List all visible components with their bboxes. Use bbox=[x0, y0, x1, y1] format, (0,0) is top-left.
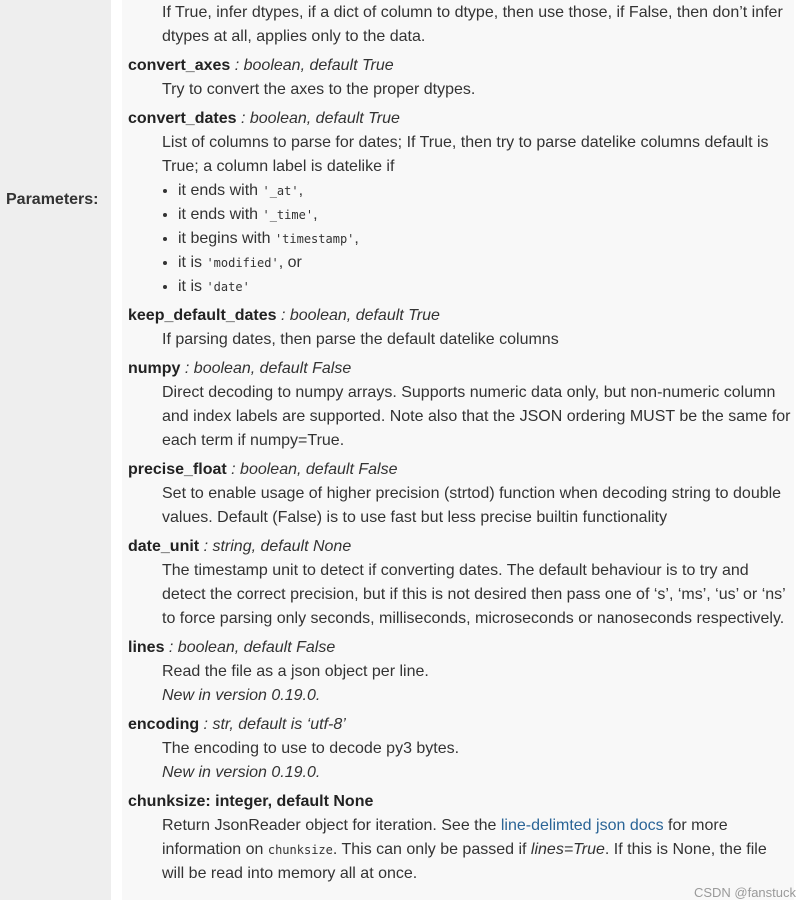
param-type: : boolean, default False bbox=[226, 461, 398, 478]
param-description-text: Try to convert the axes to the proper dtypes. bbox=[162, 81, 476, 98]
version-note: New in version 0.19.0. bbox=[162, 764, 321, 781]
param-keep-default-dates bbox=[128, 304, 792, 352]
watermark: CSDN @fanstuck bbox=[693, 885, 796, 900]
param-convert-dates bbox=[128, 107, 792, 299]
parameters-label: Parameters: bbox=[6, 191, 99, 208]
param-description-text: Read the file as a json object per line. bbox=[162, 663, 429, 680]
param-description bbox=[162, 737, 792, 785]
param-description bbox=[162, 131, 792, 299]
param-name: convert_axes bbox=[128, 57, 231, 74]
datelike-rules-list bbox=[162, 179, 792, 299]
param-name: chunksize: integer, default None bbox=[128, 793, 374, 810]
version-note: New in version 0.19.0. bbox=[162, 687, 321, 704]
param-header bbox=[128, 535, 792, 559]
list-item: • it ends with '_time', bbox=[178, 203, 792, 227]
param-type: : str, default is ‘utf-8’ bbox=[199, 716, 346, 733]
param-name: keep_default_dates bbox=[128, 307, 277, 324]
param-description bbox=[162, 328, 792, 352]
list-item: • it begins with 'timestamp', bbox=[178, 227, 792, 251]
param-description-text: If parsing dates, then parse the default datelike columns bbox=[162, 331, 559, 348]
param-name: date_unit bbox=[128, 538, 200, 555]
param-name: numpy bbox=[128, 360, 181, 377]
param-type: : string, default None bbox=[199, 538, 352, 555]
param-type: : boolean, default True bbox=[276, 307, 440, 324]
param-description-text: Direct decoding to numpy arrays. Supports numeric data only, but non-numeric column and index labels are supported. Note also that the JSON ordering MUST be the same for each term if numpy=True. bbox=[162, 384, 791, 449]
param-header bbox=[128, 790, 792, 814]
param-type: : boolean, default False bbox=[180, 360, 352, 377]
dtype-description-text: If True, infer dtypes, if a dict of column to dtype, then use those, if False, then don’t infer dtypes at all, applies only to the data. bbox=[162, 4, 783, 45]
param-date-unit bbox=[128, 535, 792, 631]
param-header bbox=[128, 304, 792, 328]
list-item: • it is 'date' bbox=[178, 275, 792, 299]
param-description bbox=[162, 482, 792, 530]
param-name: convert_dates bbox=[128, 110, 237, 127]
param-chunksize bbox=[128, 790, 792, 886]
emphasis: lines=True bbox=[530, 841, 605, 858]
list-item: • it is 'modified', or bbox=[178, 251, 792, 275]
param-description-text: List of columns to parse for dates; If True, then try to parse datelike columns default is True; a column label is datelike if bbox=[162, 134, 769, 175]
param-description-text: The timestamp unit to detect if converting dates. The default behaviour is to try and detect the correct precision, but if this is not desired then pass one of ‘s’, ‘ms’, ‘us’ or ‘ns’ to force parsing only seconds, milliseconds, microseconds or nanoseconds respectively. bbox=[162, 562, 786, 627]
parameters-list bbox=[128, 1, 792, 886]
param-description bbox=[162, 78, 792, 102]
param-header bbox=[128, 357, 792, 381]
code-literal: chunksize bbox=[267, 843, 333, 857]
param-header bbox=[128, 107, 792, 131]
param-header bbox=[128, 636, 792, 660]
code-literal: 'modified' bbox=[206, 256, 279, 270]
param-description-text: Set to enable usage of higher precision (strtod) function when decoding string to double values. Default (False) is to use fast but less precise builtin functionality bbox=[162, 485, 782, 526]
param-header bbox=[128, 54, 792, 78]
json-docs-link[interactable]: line-delimted json docs bbox=[500, 817, 664, 834]
param-precise-float bbox=[128, 458, 792, 530]
param-name: encoding bbox=[128, 716, 200, 733]
param-numpy bbox=[128, 357, 792, 453]
param-type: : boolean, default False bbox=[164, 639, 336, 656]
param-name: lines bbox=[128, 639, 165, 656]
param-type: : boolean, default True bbox=[230, 57, 394, 74]
param-description bbox=[162, 381, 792, 453]
code-literal: 'timestamp' bbox=[274, 232, 355, 246]
parameters-content bbox=[122, 0, 794, 900]
param-description-text: Return JsonReader object for iteration. See the line-delimted json docs for more information on chunksize. This can only be passed if lines=True. If this is None, the file will be read into memory all at once. bbox=[162, 817, 767, 882]
param-description bbox=[162, 814, 792, 886]
parameters-label-column bbox=[0, 0, 111, 900]
code-literal: '_at' bbox=[262, 184, 299, 198]
list-item: • it ends with '_at', bbox=[178, 179, 792, 203]
dtype-description bbox=[162, 1, 792, 49]
param-type: : boolean, default True bbox=[236, 110, 400, 127]
param-header bbox=[128, 713, 792, 737]
param-description-text: The encoding to use to decode py3 bytes. bbox=[162, 740, 460, 757]
param-description bbox=[162, 660, 792, 708]
code-literal: '_time' bbox=[262, 208, 314, 222]
param-header bbox=[128, 458, 792, 482]
param-lines bbox=[128, 636, 792, 708]
param-convert-axes bbox=[128, 54, 792, 102]
param-name: precise_float bbox=[128, 461, 227, 478]
param-encoding bbox=[128, 713, 792, 785]
param-description bbox=[162, 559, 792, 631]
code-literal: 'date' bbox=[206, 280, 250, 294]
